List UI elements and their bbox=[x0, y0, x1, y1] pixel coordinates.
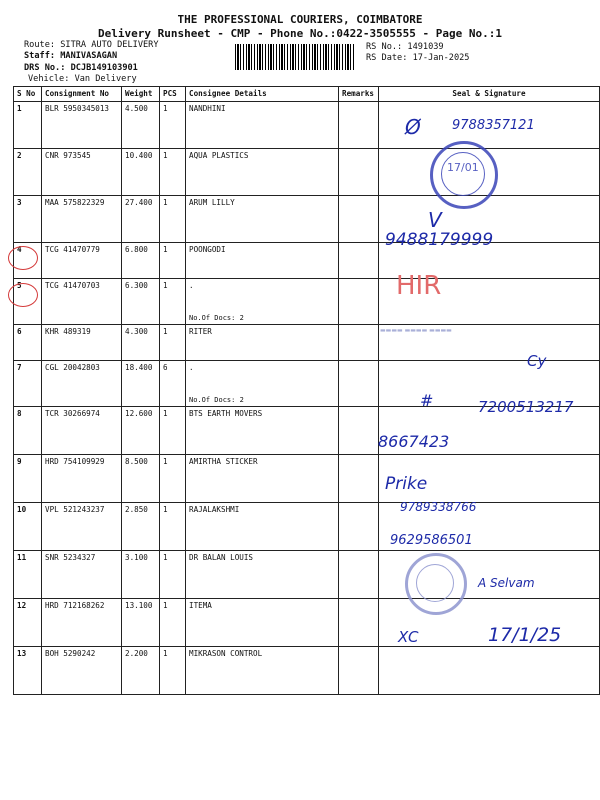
pcs-text: 1 bbox=[163, 505, 168, 514]
consignee-text: NANDHINI bbox=[189, 104, 226, 113]
weight-cell bbox=[122, 102, 160, 149]
seal-stamp bbox=[405, 553, 467, 615]
col-pcs: PCS bbox=[160, 87, 186, 102]
pcs-cell bbox=[160, 455, 186, 503]
weight-text: 4.500 bbox=[125, 104, 148, 113]
remarks-cell bbox=[339, 647, 379, 695]
consignment-cell bbox=[42, 196, 122, 243]
pcs-cell bbox=[160, 196, 186, 243]
docs-count: No.Of Docs: 2 bbox=[189, 396, 244, 404]
weight-text: 18.400 bbox=[125, 363, 153, 372]
pcs-text: 1 bbox=[163, 601, 168, 610]
drs-number: DCJB149103901 bbox=[70, 63, 138, 73]
sno-cell bbox=[14, 196, 42, 243]
staff-info bbox=[24, 51, 117, 62]
sno-text: 3 bbox=[17, 198, 22, 207]
consignee-text: RAJALAKSHMI bbox=[189, 505, 240, 514]
col-remarks: Remarks bbox=[339, 87, 379, 102]
weight-text: 8.500 bbox=[125, 457, 148, 466]
pcs-cell bbox=[160, 361, 186, 407]
weight-cell bbox=[122, 196, 160, 243]
consignment-text: HRD 754109929 bbox=[45, 457, 105, 466]
table-row bbox=[14, 243, 600, 279]
handwritten-phone-9: 7200513217 bbox=[478, 398, 574, 416]
pcs-cell bbox=[160, 325, 186, 361]
remarks-cell bbox=[339, 325, 379, 361]
consignment-text: TCR 30266974 bbox=[45, 409, 100, 418]
consignee-text: RITER bbox=[189, 327, 212, 336]
consignment-text: MAA 575822329 bbox=[45, 198, 105, 207]
rs-number: RS No.: 1491039 bbox=[366, 42, 444, 52]
sno-text: 8 bbox=[17, 409, 22, 418]
consignment-text: CGL 20042803 bbox=[45, 363, 100, 372]
pcs-text: 1 bbox=[163, 151, 168, 160]
remarks-cell bbox=[339, 196, 379, 243]
col-consignee: Consignee Details bbox=[186, 87, 339, 102]
sno-text: 5 bbox=[17, 281, 22, 290]
remarks-cell bbox=[339, 279, 379, 325]
consignment-text: HRD 712168262 bbox=[45, 601, 105, 610]
pcs-text: 1 bbox=[163, 245, 168, 254]
col-consignment: Consignment No bbox=[42, 87, 122, 102]
sno-cell bbox=[14, 503, 42, 551]
weight-text: 3.100 bbox=[125, 553, 148, 562]
consignment-cell bbox=[42, 243, 122, 279]
consignment-cell bbox=[42, 325, 122, 361]
weight-text: 4.300 bbox=[125, 327, 148, 336]
table-row bbox=[14, 279, 600, 325]
remarks-cell bbox=[339, 551, 379, 599]
consignment-text: KHR 489319 bbox=[45, 327, 91, 336]
consignment-cell bbox=[42, 503, 122, 551]
pcs-text: 6 bbox=[163, 363, 168, 372]
sno-cell bbox=[14, 325, 42, 361]
sno-text: 4 bbox=[17, 245, 22, 254]
consignee-cell bbox=[186, 102, 339, 149]
handwritten-phone-11: 9629586501 bbox=[390, 533, 473, 548]
sno-cell bbox=[14, 647, 42, 695]
pcs-text: 1 bbox=[163, 457, 168, 466]
signature-mark: XC bbox=[398, 628, 419, 646]
signature-mark: Ø bbox=[405, 115, 421, 139]
table-row bbox=[14, 503, 600, 551]
consignee-cell bbox=[186, 243, 339, 279]
pcs-text: 1 bbox=[163, 104, 168, 113]
weight-cell bbox=[122, 243, 160, 279]
consignee-text: DR BALAN LOUIS bbox=[189, 553, 254, 562]
consignee-text: AQUA PLASTICS bbox=[189, 151, 249, 160]
consignment-cell bbox=[42, 279, 122, 325]
weight-text: 6.800 bbox=[125, 245, 148, 254]
consignee-text: POONGODI bbox=[189, 245, 226, 254]
pcs-cell bbox=[160, 149, 186, 196]
pcs-cell bbox=[160, 102, 186, 149]
remarks-cell bbox=[339, 361, 379, 407]
pcs-text: 1 bbox=[163, 649, 168, 658]
staff-label: Staff: bbox=[24, 51, 56, 61]
consignment-cell bbox=[42, 599, 122, 647]
handwritten-phone-3: 9488179999 bbox=[385, 230, 494, 250]
weight-cell bbox=[122, 149, 160, 196]
consignee-text: . bbox=[189, 363, 194, 372]
consignment-text: CNR 973545 bbox=[45, 151, 91, 160]
sno-cell bbox=[14, 407, 42, 455]
remarks-cell bbox=[339, 102, 379, 149]
weight-text: 10.400 bbox=[125, 151, 153, 160]
consignee-cell bbox=[186, 361, 339, 407]
company-seal-stamp: 17/01 bbox=[430, 141, 498, 209]
sno-cell bbox=[14, 361, 42, 407]
sno-text: 7 bbox=[17, 363, 22, 372]
consignment-cell bbox=[42, 361, 122, 407]
consignment-text: BLR 5950345013 bbox=[45, 104, 110, 113]
consignment-text: VPL 521243237 bbox=[45, 505, 105, 514]
drs-info bbox=[24, 63, 138, 74]
weight-text: 2.850 bbox=[125, 505, 148, 514]
pcs-cell bbox=[160, 243, 186, 279]
remarks-cell bbox=[339, 243, 379, 279]
consignment-text: SNR 5234327 bbox=[45, 553, 96, 562]
sno-text: 2 bbox=[17, 151, 22, 160]
red-circle-mark bbox=[8, 283, 38, 307]
red-circle-mark bbox=[8, 246, 38, 270]
pcs-text: 1 bbox=[163, 198, 168, 207]
weight-text: 6.300 bbox=[125, 281, 148, 290]
sno-text: 6 bbox=[17, 327, 22, 336]
handwritten-phone-9b: 8667423 bbox=[378, 432, 450, 451]
remarks-cell bbox=[339, 407, 379, 455]
runsheet-table bbox=[13, 86, 600, 695]
consignment-cell bbox=[42, 149, 122, 196]
pcs-cell bbox=[160, 503, 186, 551]
sno-cell bbox=[14, 551, 42, 599]
weight-cell bbox=[122, 455, 160, 503]
weight-cell bbox=[122, 503, 160, 551]
consignment-text: TCG 41470703 bbox=[45, 281, 100, 290]
weight-cell bbox=[122, 279, 160, 325]
handwritten-phone-1: 9788357121 bbox=[452, 118, 535, 133]
consignment-text: TCG 41470779 bbox=[45, 245, 100, 254]
remarks-cell bbox=[339, 599, 379, 647]
remarks-cell bbox=[339, 503, 379, 551]
pcs-cell bbox=[160, 279, 186, 325]
col-signature: Seal & Signature bbox=[379, 87, 600, 102]
faded-stamp: ▬▬▬▬ ▬▬▬▬ ▬▬▬▬ bbox=[380, 327, 452, 334]
consignee-cell bbox=[186, 149, 339, 196]
table-row bbox=[14, 455, 600, 503]
sno-cell bbox=[14, 102, 42, 149]
consignee-text: BTS EARTH MOVERS bbox=[189, 409, 263, 418]
pcs-cell bbox=[160, 407, 186, 455]
rs-date: RS Date: 17-Jan-2025 bbox=[366, 53, 470, 63]
weight-cell bbox=[122, 325, 160, 361]
consignment-cell bbox=[42, 551, 122, 599]
handwritten-phone-10: 9789338766 bbox=[400, 500, 477, 514]
pcs-cell bbox=[160, 599, 186, 647]
weight-text: 2.200 bbox=[125, 649, 148, 658]
consignee-cell bbox=[186, 599, 339, 647]
pcs-cell bbox=[160, 647, 186, 695]
signature-mark: V bbox=[428, 208, 442, 232]
sno-text: 9 bbox=[17, 457, 22, 466]
consignee-cell bbox=[186, 503, 339, 551]
consignee-text: MIKRASON CONTROL bbox=[189, 649, 263, 658]
sno-text: 12 bbox=[17, 601, 27, 610]
consignee-cell bbox=[186, 551, 339, 599]
sno-cell bbox=[14, 149, 42, 196]
sno-text: 10 bbox=[17, 505, 27, 514]
col-weight: Weight bbox=[122, 87, 160, 102]
signature-mark: Cy bbox=[527, 352, 547, 370]
consignee-text: ITEMA bbox=[189, 601, 212, 610]
consignee-cell bbox=[186, 196, 339, 243]
runsheet-subtitle: Delivery Runsheet - CMP - Phone No.:0422-3505555 - Page No.:1 bbox=[98, 27, 502, 40]
table-row bbox=[14, 551, 600, 599]
pcs-cell bbox=[160, 551, 186, 599]
weight-text: 27.400 bbox=[125, 198, 153, 207]
weight-cell bbox=[122, 361, 160, 407]
consignee-cell bbox=[186, 325, 339, 361]
weight-text: 13.100 bbox=[125, 601, 153, 610]
route-info: Route: SITRA AUTO DELIVERY bbox=[24, 40, 159, 50]
consignee-cell bbox=[186, 647, 339, 695]
col-sno: S No bbox=[14, 87, 42, 102]
consignee-cell bbox=[186, 407, 339, 455]
table-row bbox=[14, 196, 600, 243]
pcs-text: 1 bbox=[163, 281, 168, 290]
sno-cell bbox=[14, 599, 42, 647]
consignment-cell bbox=[42, 407, 122, 455]
handwritten-initials: HIR bbox=[396, 271, 442, 301]
barcode bbox=[235, 44, 355, 70]
handwritten-name-12: A Selvam bbox=[478, 576, 535, 590]
consignee-cell bbox=[186, 279, 339, 325]
drs-label: DRS No.: bbox=[24, 63, 66, 73]
sno-text: 13 bbox=[17, 649, 27, 658]
sno-cell bbox=[14, 455, 42, 503]
handwritten-date-13: 17/1/25 bbox=[488, 624, 562, 646]
consignee-text: . bbox=[189, 281, 194, 290]
consignment-cell bbox=[42, 647, 122, 695]
weight-cell bbox=[122, 647, 160, 695]
table-header-row bbox=[14, 87, 600, 102]
table-row bbox=[14, 149, 600, 196]
consignment-text: BOH 5290242 bbox=[45, 649, 96, 658]
docs-count: No.Of Docs: 2 bbox=[189, 314, 244, 322]
consignee-text: AMIRTHA STICKER bbox=[189, 457, 258, 466]
weight-cell bbox=[122, 551, 160, 599]
company-title: THE PROFESSIONAL COURIERS, COIMBATORE bbox=[177, 13, 423, 26]
staff-name: MANIVASAGAN bbox=[60, 51, 118, 61]
remarks-cell bbox=[339, 149, 379, 196]
sno-text: 11 bbox=[17, 553, 27, 562]
consignee-text: ARUM LILLY bbox=[189, 198, 235, 207]
signature-cell bbox=[379, 647, 600, 695]
consignment-cell bbox=[42, 102, 122, 149]
weight-cell bbox=[122, 599, 160, 647]
consignment-cell bbox=[42, 455, 122, 503]
sno-text: 1 bbox=[17, 104, 22, 113]
pcs-text: 1 bbox=[163, 327, 168, 336]
signature-mark: # bbox=[420, 391, 434, 410]
weight-cell bbox=[122, 407, 160, 455]
signature-mark: Prike bbox=[385, 474, 428, 494]
table-row bbox=[14, 647, 600, 695]
consignee-cell bbox=[186, 455, 339, 503]
weight-text: 12.600 bbox=[125, 409, 153, 418]
remarks-cell bbox=[339, 455, 379, 503]
pcs-text: 1 bbox=[163, 409, 168, 418]
vehicle-info: Vehicle: Van Delivery bbox=[28, 74, 137, 84]
pcs-text: 1 bbox=[163, 553, 168, 562]
